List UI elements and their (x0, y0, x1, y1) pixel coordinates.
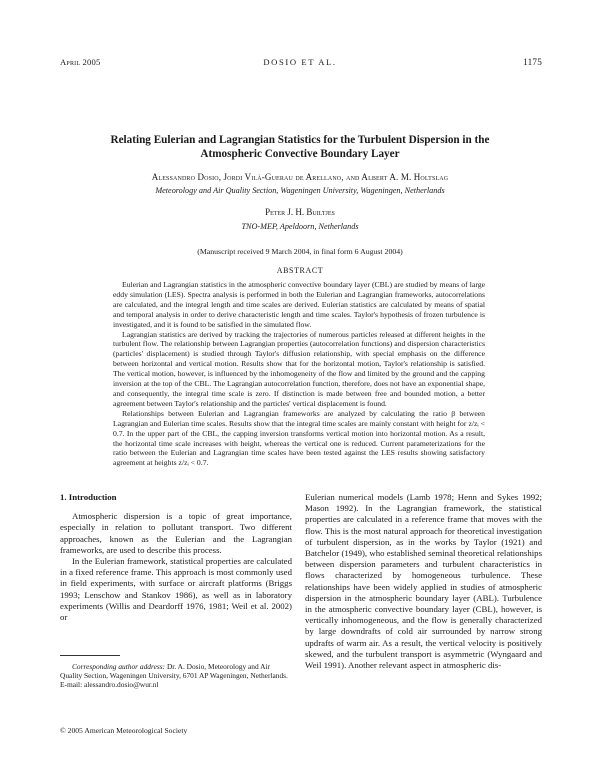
body-paragraph: Atmospheric dispersion is a topic of great importance, especially in relation to pollutant transport. Two different approaches, known as the Eulerian and the Lagrangian frameworks, are used to describe this process. (60, 511, 292, 555)
copyright-notice: © 2005 American Meteorological Society (60, 726, 188, 735)
paper-title: Relating Eulerian and Lagrangian Statistics for the Turbulent Dispersion in the Atmospheric Convective Boundary Layer (110, 134, 490, 160)
footnote-label: Corresponding author address: (72, 662, 166, 671)
footnote (60, 662, 292, 690)
abstract-paragraph: Eulerian and Lagrangian statistics in the atmospheric convective boundary layer (CBL) are studied by means of large eddy simulation (LES). Spectra analysis is performed in both the Eulerian and Lagrangian frameworks, autocorrelations are calculated, and the integral length and time scales are derived. Eulerian statistics are calculated by means of spatial and temporal analysis in order to derive characteristic length and time scales. Taylor's hypothesis of frozen turbulence is investigated, and it is found to be satisfied in the simulated flow. (113, 280, 485, 329)
header-date: April 2005 (60, 57, 101, 67)
abstract-heading: ABSTRACT (276, 266, 324, 275)
footnote-text: Dr. A. Dosio, Meteorology and Air Quality Section, Wageningen University, 6701 AP Wageningen, Netherlands. (60, 662, 288, 681)
affiliation-wageningen: Meteorology and Air Quality Section, Wageningen University, Wageningen, Netherlands (155, 186, 445, 195)
abstract-paragraph: Lagrangian statistics are derived by tracking the trajectories of numerous particles released at different heights in the turbulent flow. The relationship between Lagrangian properties (autocorrelation functions) and dispersion characteristics (particles' displacement) is studied through Taylor's diffusion relationship, with special emphasis on the difference between horizontal and vertical motion. Results show that for the horizontal motion, Taylor's relationship is satisfied. The vertical motion, however, is influenced by the inhomogeneity of the flow and limited by the ground and the capping inversion at the top of the CBL. The Lagrangian autocorrelation function, therefore, does not have an exponential shape, and consequently, the integral time scale is zero. If distinction is made between free and bounded motion, a better agreement between Taylor's relationship and the particles' vertical displacement is found. (113, 329, 485, 408)
author-list: Alessandro Dosio, Jordi Vilà-Guerau de Arellano, and Albert A. M. Holtslag (151, 172, 449, 182)
right-column (305, 492, 542, 671)
header-page-number: 1175 (523, 57, 542, 67)
footnote-email: E-mail: alessandro.dosio@wur.nl (60, 680, 159, 690)
author-builtjes: Peter J. H. Builtjes (265, 207, 335, 217)
abstract-paragraph: Relationships between Eulerian and Lagrangian frameworks are analyzed by calculating the ratio β between Lagrangian and Eulerian time scales. Results show that the integral time scales are mainly constant with height for z/zᵢ < 0.7. In the upper part of the CBL, the capping inversion transforms vertical motion into horizontal motion. As a result, the horizontal time scale increases with height, whereas the vertical one is reduced. Current parameterizations for the ratio between the Eulerian and Lagrangian time scales have been tested against the LES results showing satisfactory agreement at heights z/zᵢ < 0.7. (113, 408, 485, 468)
manuscript-received: (Manuscript received 9 March 2004, in final form 6 August 2004) (197, 247, 403, 256)
left-column (60, 492, 292, 623)
body-paragraph: Eulerian numerical models (Lamb 1978; Henn and Sykes 1992; Mason 1992). In the Lagrangian framework, the statistical properties are calculated in a reference frame that moves with the flow. This is the most natural approach for theoretical investigation of turbulent dispersion, as in the works by Taylor (1921) and Batchelor (1949), who established seminal theoretical relationships between dispersion parameters and turbulent characteristics in flows characterized by homogeneous turbulence. These relationships have been widely applied in studies of atmospheric dispersion in the atmospheric boundary layer (ABL). Turbulence in the atmospheric convective boundary layer (CBL), however, is vertically inhomogeneous, and the flow is generally characterized by large downdrafts of cold air surrounded by narrow strong updrafts of warm air. As a result, the vertical velocity is positively skewed, and the turbulent transport is asymmetric (Wyngaard and Weil 1991). Another relevant aspect in atmospheric dis- (305, 492, 542, 671)
body-paragraph: In the Eulerian framework, statistical properties are calculated in a fixed reference frame. This approach is most commonly used in field experiments, with surface or aircraft platforms (Briggs 1993; Lenschow and Stankov 1986), as well as in laboratory experiments (Willis and Deardorff 1976, 1981; Weil et al. 2002) or (60, 556, 292, 623)
section-heading: 1. Introduction (60, 492, 117, 502)
affiliation-tno: TNO-MEP, Apeldoorn, Netherlands (241, 222, 359, 231)
footnote-rule (60, 655, 120, 656)
abstract-body (113, 280, 485, 468)
header-authors: DOSIO ET AL. (263, 57, 337, 67)
